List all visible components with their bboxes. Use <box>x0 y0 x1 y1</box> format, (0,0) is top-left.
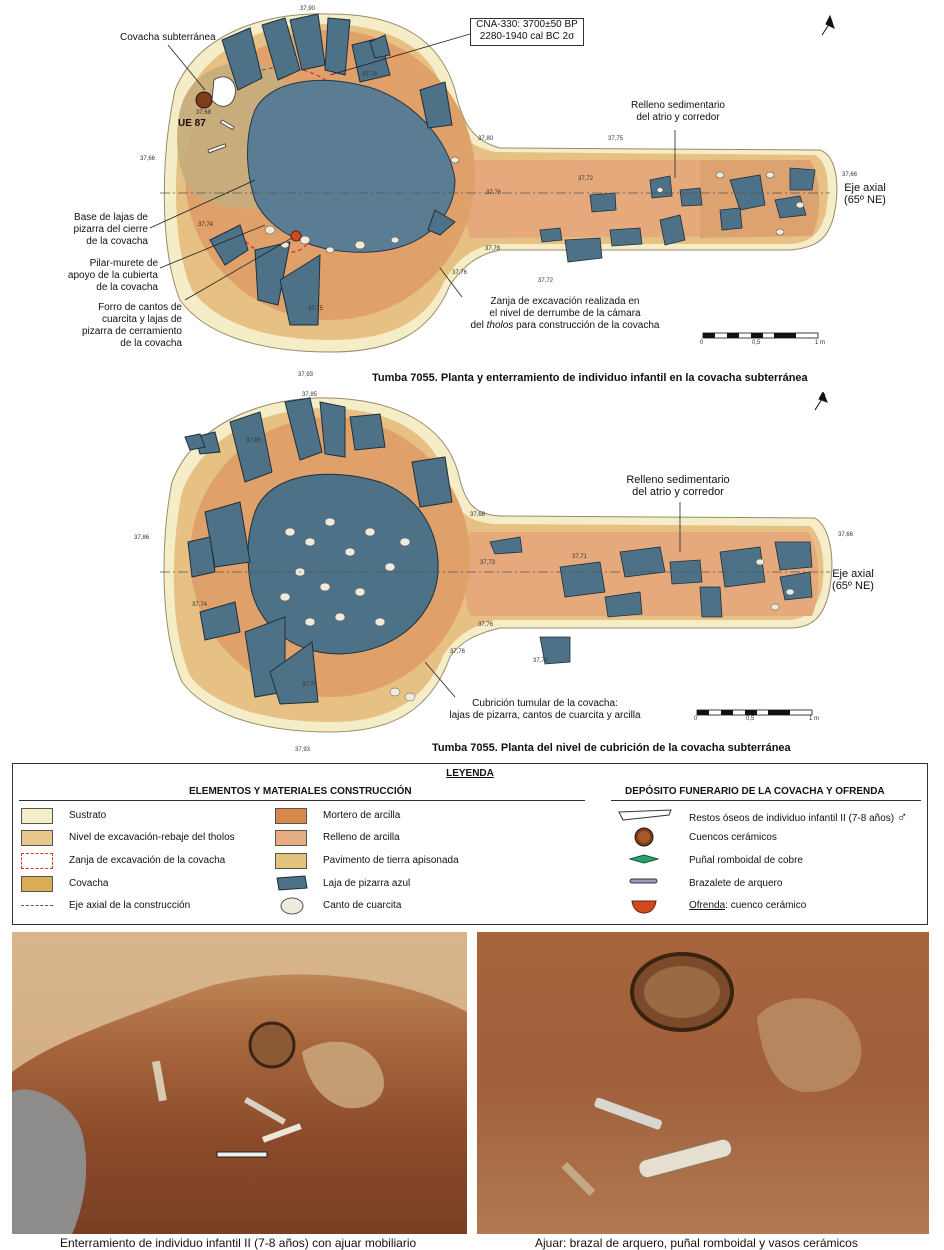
legend-left-header: ELEMENTOS Y MATERIALES CONSTRUCCIÓN <box>189 786 412 797</box>
scale-0: 0 <box>700 340 704 346</box>
label-eje-2: Eje axial (65º NE) <box>832 568 874 592</box>
label-relleno-2: Relleno sedimentario del atrio y corredor <box>626 474 730 498</box>
plan-1 <box>0 0 944 392</box>
legend-canto: Canto de cuarcita <box>323 900 402 911</box>
legend-left-rule <box>19 800 585 801</box>
elev: 37,66 <box>838 532 854 538</box>
label-eje-1: Eje axial (65º NE) <box>844 182 886 206</box>
label-base-lajas: Base de lajas de pizarra del cierre de la covacha <box>73 212 148 247</box>
legend-restos <box>689 810 907 825</box>
plan-1-title: Tumba 7055. Planta y enterramiento de individuo infantil en la covacha subterránea <box>372 372 808 384</box>
elev: 37,72 <box>578 176 594 182</box>
swatch-laja <box>275 874 309 892</box>
elev: 37,76 <box>486 190 502 196</box>
legend <box>12 763 928 925</box>
swatch-canto <box>279 896 305 916</box>
legend-punal: Puñal romboidal de cobre <box>689 855 803 866</box>
legend-cuencos: Cuencos cerámicos <box>689 832 777 843</box>
legend-ofrenda <box>689 900 806 912</box>
elev: 37,75 <box>302 682 318 688</box>
legend-restos-label: Restos óseos de individuo infantil II (7-8 años) <box>689 813 895 824</box>
label-pilar: Pilar-murete de apoyo de la cubierta de la covacha <box>67 258 158 293</box>
label-covacha-subterranea: Covacha subterránea <box>120 32 216 43</box>
elev: 37,78 <box>362 72 378 78</box>
swatch-eje <box>21 905 53 906</box>
bone-icon <box>617 808 673 822</box>
legend-covacha: Covacha <box>69 878 109 889</box>
legend-title: LEYENDA <box>446 768 494 779</box>
scale-1m: 1 m <box>815 340 826 346</box>
elev: 37,95 <box>246 438 262 444</box>
zanja-line-2: el nivel de derrumbe de la cámara <box>489 308 641 319</box>
swatch-zanja <box>21 853 53 869</box>
legend-ofrenda-u: Ofrenda <box>689 900 726 911</box>
elev: 37,76 <box>452 270 468 276</box>
legend-right-header: DEPÓSITO FUNERARIO DE LA COVACHA Y OFRENDA <box>625 786 885 797</box>
offering-bowl-icon <box>631 898 657 914</box>
elev: 37,71 <box>572 554 588 560</box>
label-ue87: UE 87 <box>178 118 206 129</box>
dating-box <box>470 18 584 46</box>
label-cubricion: Cubrición tumular de la covacha: lajas de pizarra, cantos de cuarcita y arcilla <box>449 698 641 721</box>
photo-right-drawing <box>477 932 929 1234</box>
bracer-icon <box>629 877 659 885</box>
swatch-sustrato <box>21 808 53 824</box>
plan-2 <box>0 392 944 762</box>
offering-bowl <box>291 231 301 241</box>
legend-brazalete: Brazalete de arquero <box>689 878 783 889</box>
legend-mortero: Mortero de arcilla <box>323 810 401 821</box>
scale2-0: 0 <box>694 716 698 722</box>
male-symbol-icon: ♂ <box>896 808 908 824</box>
legend-nivel: Nivel de excavación-rebaje del tholos <box>69 832 235 843</box>
elev: 37,80 <box>478 136 494 142</box>
legend-laja: Laja de pizarra azul <box>323 878 411 889</box>
elev: 37,75 <box>308 306 324 312</box>
swatch-mortero <box>275 808 307 824</box>
legend-relleno: Relleno de arcilla <box>323 832 400 843</box>
photo-left-drawing <box>12 932 467 1234</box>
plan-2-title: Tumba 7055. Planta del nivel de cubrición de la covacha subterránea <box>432 742 791 754</box>
elev: 37,66 <box>140 156 156 162</box>
elev: 37,76 <box>450 649 466 655</box>
photo-right-caption: Ajuar: brazal de arquero, puñal romboidal y vasos cerámicos <box>535 1236 858 1250</box>
elev: 37,72 <box>538 278 554 284</box>
elev: 37,72 <box>533 658 549 664</box>
bowl-icon <box>633 826 655 848</box>
scale-05: 0,5 <box>752 340 761 346</box>
label-relleno-1: Relleno sedimentario del atrio y corredor <box>631 100 725 123</box>
elev: 37,68 <box>196 110 212 116</box>
elev: 37,78 <box>485 246 501 252</box>
dagger-icon <box>629 854 659 864</box>
photo-left <box>12 932 467 1234</box>
legend-sustrato: Sustrato <box>69 810 107 821</box>
elev: 37,86 <box>134 535 150 541</box>
elev: 37,75 <box>608 136 624 142</box>
elev: 37,93 <box>298 372 314 378</box>
elev: 37,90 <box>300 6 316 12</box>
north-arrow-2 <box>815 392 827 410</box>
zanja-line-3-italic: tholos <box>486 320 514 331</box>
scale2-1m: 1 m <box>809 716 820 722</box>
legend-right-rule <box>611 800 921 801</box>
swatch-pavimento <box>275 853 307 869</box>
swatch-covacha <box>21 876 53 892</box>
elev: 37,76 <box>478 622 494 628</box>
label-zanja <box>430 296 700 332</box>
swatch-relleno <box>275 830 307 846</box>
elev: 37,68 <box>470 512 486 518</box>
legend-zanja: Zanja de excavación de la covacha <box>69 855 226 866</box>
swatch-nivel <box>21 830 53 846</box>
legend-pavimento: Pavimento de tierra apisonada <box>323 855 459 866</box>
photo-right <box>477 932 929 1234</box>
scale-bar-1 <box>703 333 818 338</box>
dating-line-1: CNA-330: 3700±50 BP <box>476 19 578 30</box>
north-arrow-1 <box>822 16 834 35</box>
elev: 37,85 <box>302 392 318 398</box>
zanja-line-1: Zanja de excavación realizada en <box>490 296 640 307</box>
zanja-line-3a: del <box>470 320 487 331</box>
scale2-05: 0,5 <box>746 716 755 722</box>
elev: 37,93 <box>295 747 311 753</box>
photo-left-caption: Enterramiento de individuo infantil II (7-8 años) con ajuar mobiliario <box>60 1236 417 1250</box>
elev: 37,73 <box>480 560 496 566</box>
elev: 37,66 <box>842 172 858 178</box>
elev: 37,74 <box>192 602 208 608</box>
legend-eje: Eje axial de la construcción <box>69 900 191 911</box>
scale-bar-2 <box>697 710 812 715</box>
zanja-line-3 <box>430 320 700 332</box>
legend-ofrenda-rest: : cuenco cerámico <box>725 900 807 911</box>
label-forro: Forro de cantos de cuarcita y lajas de pizarra de cerramiento de la covacha <box>81 302 182 349</box>
zanja-line-3c: para construcción de la covacha <box>513 320 660 331</box>
elev: 37,74 <box>198 222 214 228</box>
bowl-1 <box>196 92 212 108</box>
dating-line-2: 2280-1940 cal BC 2σ <box>479 31 575 42</box>
